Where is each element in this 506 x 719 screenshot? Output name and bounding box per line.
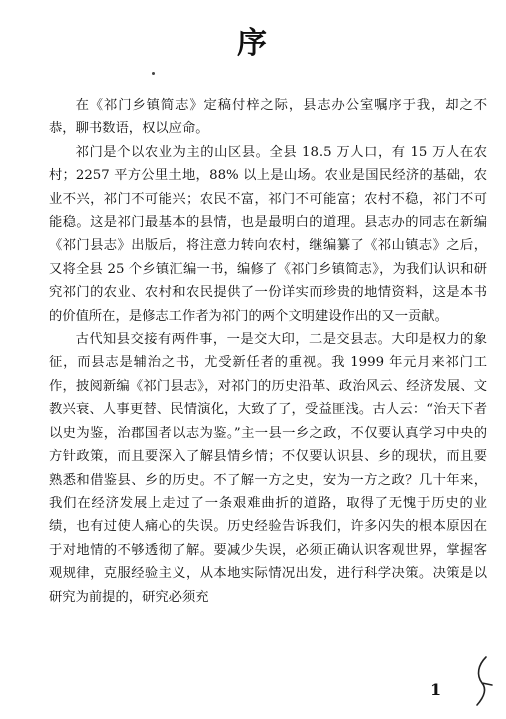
paragraph-1: 在《祁门乡镇简志》定稿付梓之际，县志办公室嘱序于我，却之不恭，聊书数语，权以应命。 (49, 98, 487, 137)
paragraph-2: 祁门是个以农业为主的山区县。全县 18.5 万人口，有 15 万人在农村；2257 平方公里土地，88% 以上是山场。农业是国民经济的基础，农业不兴，祁门不可能兴；农民不富，祁门不可能富；农村不稳，祁门不可能稳。这是祁门最基本的县情，也是最明白的道理。县志办的同志在新编《祁门县志》出版后，将注意力转向农村，继编纂了《祁山镇志》之后，又将全县 25 个乡镇汇编一书，编修了《祁门乡镇简志》，为我们认识和研究祁门的农业、农村和农民提供了一份详实而珍贵的地情资料，这是本书的价值所在，是修志工作者为祁门的两个文明建设作出的又一贡献。 (49, 144, 487, 324)
scan-edge-mark (472, 655, 494, 711)
paragraph-3: 古代知县交接有两件事，一是交大印，二是交县志。大印是权力的象征，而县志是辅治之书，尤受新任者的重视。我 1999 年元月来祁门工作，披阅新编《祁门县志》，对祁门的历史沿革、政治风云、经济发展、文教兴衰、人事更替、民情演化，大致了了，受益匪浅。古人云：“治天下者以史为鉴，治郡国者以志为鉴。”主一县一乡之政，不仅要认真学习中央的方针政策，而且要深入了解县情乡情；不仅要认识县、乡的现状，而且要熟悉和借鉴县、乡的历史。不了解一方之史，安为一方之政？几十年来，我们在经济发展上走过了一条艰难曲折的道路，取得了无愧于历史的业绩，也有过使人痛心的失误。历史经验告诉我们，许多闪失的根本原因在于对地情的不够透彻了解。要减少失误，必须正确认识客观世界，掌握客观规律，克服经验主义，从本地实际情况出发，进行科学决策。决策是以研究为前提的，研究必须充 (49, 332, 487, 605)
body-text (49, 94, 487, 609)
page-number: 1 (430, 680, 442, 699)
scan-speck (152, 72, 155, 75)
page-title: 序 (237, 26, 269, 61)
